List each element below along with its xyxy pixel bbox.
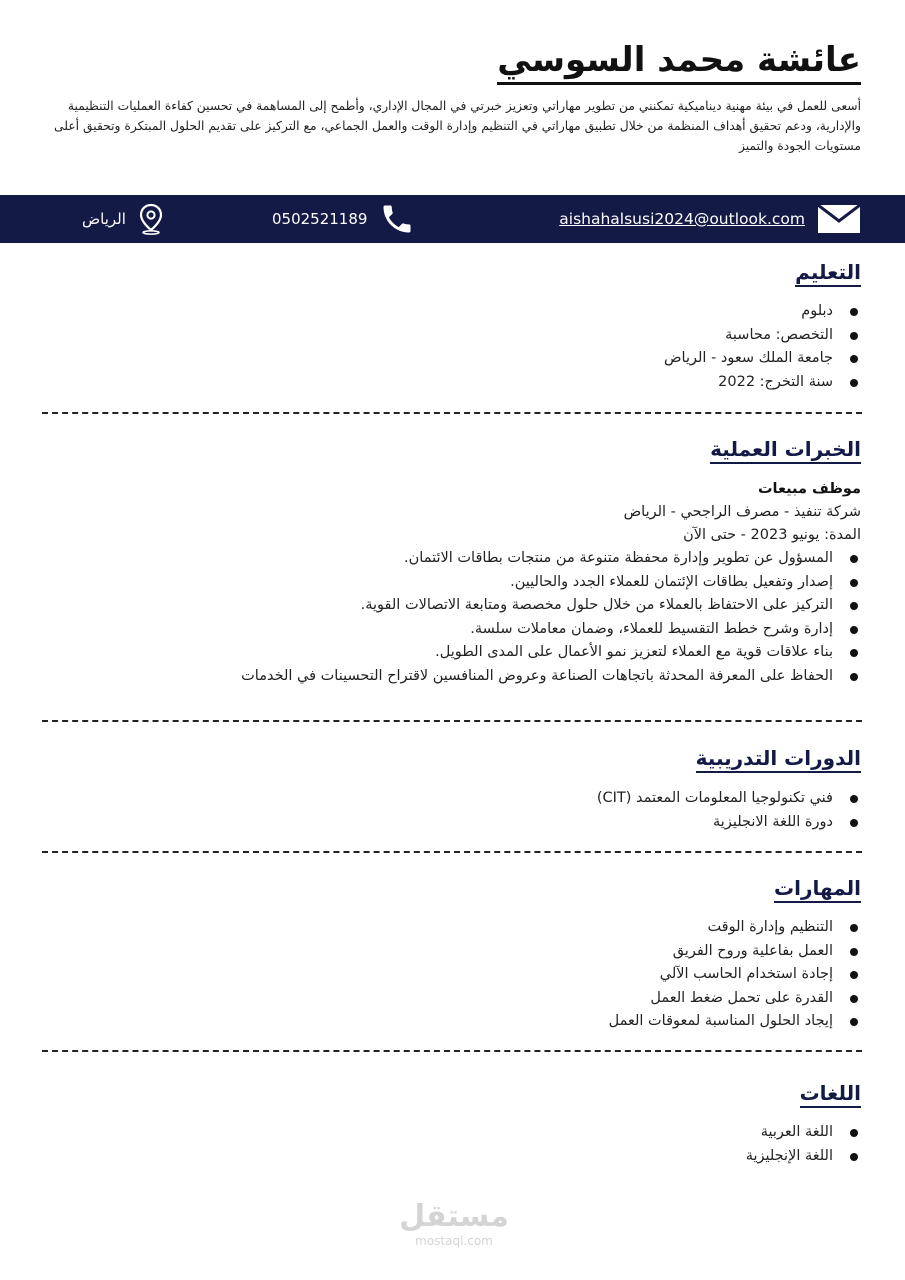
courses-list xyxy=(39,787,861,834)
watermark-logo: مستقل xyxy=(399,1199,509,1234)
contact-phone xyxy=(272,195,415,243)
location-text: الرياض xyxy=(82,210,126,228)
list-item: بناء علاقات قوية مع العملاء لتعزيز نمو الأعمال على المدى الطويل. xyxy=(39,641,861,665)
list-item: دورة اللغة الانجليزية xyxy=(39,811,861,835)
list-item: المسؤول عن تطوير وإدارة محفظة متنوعة من منتجات بطاقات الائتمان. xyxy=(39,547,861,571)
section-divider xyxy=(42,720,862,722)
list-item: التركيز على الاحتفاظ بالعملاء من خلال حلول مخصصة ومتابعة الاتصالات القوية. xyxy=(39,594,861,618)
list-item: العمل بفاعلية وروح الفريق xyxy=(39,940,861,964)
education-heading: التعليم xyxy=(795,260,861,287)
phone-number: 0502521189 xyxy=(272,210,368,228)
list-item: إيجاد الحلول المناسبة لمعوقات العمل xyxy=(39,1010,861,1034)
list-item: اللغة الإنجليزية xyxy=(39,1145,861,1169)
envelope-icon xyxy=(817,204,861,234)
list-item: اللغة العربية xyxy=(39,1121,861,1145)
experience-list xyxy=(39,547,861,688)
contact-bar xyxy=(0,195,905,243)
list-item: الحفاظ على المعرفة المحدثة باتجاهات الصناعة وعروض المنافسين لاقتراح التحسينات في الخدمات xyxy=(39,665,861,689)
list-item: إصدار وتفعيل بطاقات الإئتمان للعملاء الجدد والحاليين. xyxy=(39,571,861,595)
courses-heading: الدورات التدريبية xyxy=(696,746,861,773)
profile-summary: أسعى للعمل في بيئة مهنية ديناميكية تمكنني من تطوير مهاراتي وتعزيز خبرتي في المجال الإداري، وأطمح إلى المساهمة في تحسين كفاءة العمليات التنظيمية والإدارية، ودعم تحقيق أهداف المنظمة من خلال تطبيق مهاراتي في التنظيم وإدارة الوقت والعمل الجماعي، مع التركيز على تقديم الحلول المبتكرة وتحقيق أعلى مستويات الجودة والتميز xyxy=(54,99,861,153)
watermark-site: mostaql.com xyxy=(415,1234,493,1248)
list-item: سنة التخرج: 2022 xyxy=(39,371,861,395)
mostaql-watermark xyxy=(398,1200,510,1248)
email-link[interactable]: aishahalsusi2024@outlook.com xyxy=(559,210,805,228)
list-item: القدرة على تحمل ضغط العمل xyxy=(39,987,861,1011)
skills-heading: المهارات xyxy=(774,876,861,903)
job-duration: المدة: يونيو 2023 - حتى الآن xyxy=(683,527,861,543)
list-item: فني تكنولوجيا المعلومات المعتمد (CIT) xyxy=(39,787,861,811)
contact-email[interactable] xyxy=(559,195,861,243)
experience-heading: الخبرات العملية xyxy=(710,437,861,464)
phone-icon xyxy=(379,201,415,237)
list-item: إجادة استخدام الحاسب الآلي xyxy=(39,963,861,987)
contact-location xyxy=(82,195,164,243)
list-item: دبلوم xyxy=(39,300,861,324)
list-item: إدارة وشرح خطط التقسيط للعملاء، وضمان معاملات سلسة. xyxy=(39,618,861,642)
list-item: جامعة الملك سعود - الرياض xyxy=(39,347,861,371)
list-item: التخصص: محاسبة xyxy=(39,324,861,348)
section-divider xyxy=(42,851,862,853)
map-pin-icon xyxy=(138,203,164,235)
list-item: التنظيم وإدارة الوقت xyxy=(39,916,861,940)
languages-heading: اللغات xyxy=(800,1081,861,1108)
job-company: شركة تنفيذ - مصرف الراجحي - الرياض xyxy=(623,504,861,520)
candidate-name: عائشة محمد السوسي xyxy=(497,40,861,85)
languages-list xyxy=(39,1121,861,1168)
job-title: موظف مبيعات xyxy=(757,481,861,497)
education-list xyxy=(39,300,861,394)
skills-list xyxy=(39,916,861,1034)
section-divider xyxy=(42,412,862,414)
section-divider xyxy=(42,1050,862,1052)
